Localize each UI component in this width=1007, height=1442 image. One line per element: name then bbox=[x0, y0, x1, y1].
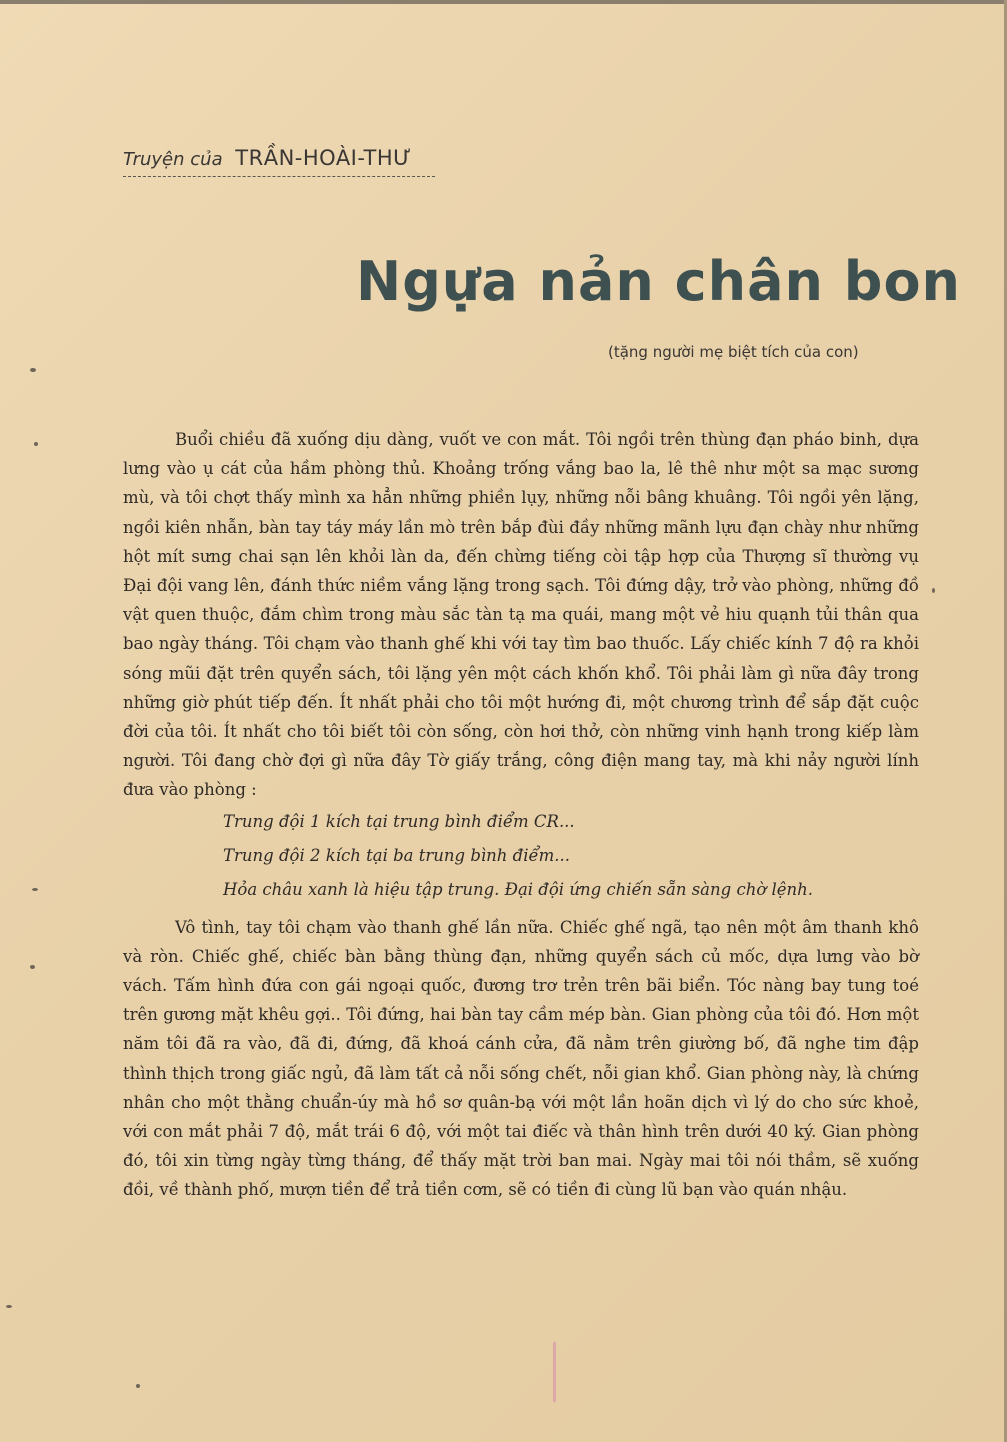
story-body bbox=[123, 425, 919, 1205]
print-speck bbox=[30, 368, 36, 372]
print-speck bbox=[932, 588, 935, 593]
paragraph-1: Buổi chiều đã xuống dịu dàng, vuốt ve con mắt. Tôi ngồi trên thùng đạn pháo binh, dựa lưng vào ụ cát của hầm phòng thủ. Khoảng trống vắng bao la, lê thê như một sa mạc sương mù, và tôi chợt thấy mình xa hẳn những phiền lụy, những nỗi bâng khuâng. Tôi ngồi yên lặng, ngồi kiên nhẫn, bàn tay táy máy lần mò trên bắp đùi đầy những mãnh lựu đạn chày như những hột mít sưng chai sạn lên khỏi làn da, đến chừng tiếng còi tập hợp của Thượng sĩ thường vụ Đại đội vang lên, đánh thức niềm vắng lặng trong sạch. Tôi đứng dậy, trở vào phòng, những đồ vật quen thuộc, đắm chìm trong màu sắc tàn tạ ma quái, mang một vẻ hiu quạnh tủi thân qua bao ngày tháng. Tôi chạm vào thanh ghế khi với tay tìm bao thuốc. Lấy chiếc kính 7 độ ra khỏi sóng mũi đặt trên quyển sách, tôi lặng yên một cách khốn khổ. Tôi phải làm gì nữa đây trong những giờ phút tiếp đến. Ít nhất phải cho tôi một hướng đi, một chương trình để sắp đặt cuộc đời của tôi. Ít nhất cho tôi biết tôi còn sống, còn hơi thở, còn những vinh hạnh trong kiếp làm người. Tôi đang chờ đợi gì nữa đây Tờ giấy trắng, công điện mang tay, mà khi nảy người lính đưa vào phòng : bbox=[123, 430, 919, 800]
byline-prefix: Truyện của bbox=[123, 149, 223, 170]
print-speck bbox=[34, 442, 38, 446]
page-top-edge bbox=[0, 0, 1007, 4]
byline-author: TRẦN-HOÀI-THƯ bbox=[235, 146, 412, 170]
print-speck bbox=[136, 1384, 140, 1388]
quote-line-3: Hỏa châu xanh là hiệu tập trung. Đại đội ứng chiến sẵn sàng chờ lệnh. bbox=[223, 879, 814, 899]
quote-line-2: Trung đội 2 kích tại ba trung bình điểm... bbox=[223, 845, 571, 865]
pink-ink-stroke bbox=[553, 1342, 556, 1402]
byline bbox=[123, 146, 435, 177]
story-title: Ngựa nản chân bon bbox=[356, 250, 961, 313]
print-speck bbox=[30, 965, 35, 969]
paragraph-2: Vô tình, tay tôi chạm vào thanh ghế lần nữa. Chiếc ghế ngã, tạo nên một âm thanh khô và ròn. Chiếc ghế, chiếc bàn bằng thùng đạn, những quyển sách củ mốc, dựa lưng vào bờ vách. Tấm hình đứa con gái ngoại quốc, đương trơ trẻn trên bãi biển. Tóc nàng bay tung toé trên gương mặt khêu gợi.. Tôi đứng, hai bàn tay cầm mép bàn. Gian phòng của tôi đó. Hơn một năm tôi đã ra vào, đã đi, đứng, đã khoá cánh cửa, đã nằm trên giường bố, đã nghe tim đập thình thịch trong giấc ngủ, đã làm tất cả nỗi sống chết, nỗi gian khổ. Gian phòng này, là chứng nhân cho một thằng chuẩn-úy mà hồ sơ quân-bạ với một lần hoãn dịch vì lý do cho sức khoẻ, với con mắt phải 7 độ, mắt trái 6 độ, với một tai điếc và thân hình trên dưới 40 ký. Gian phòng đó, tôi xin từng ngày từng tháng, để thấy mặt trời ban mai. Ngày mai tôi nói thầm, sẽ xuống đồi, về thành phố, mượn tiền để trả tiền cơm, sẽ có tiền đi cùng lũ bạn vào quán nhậu. bbox=[123, 917, 919, 1200]
dedication: (tặng người mẹ biệt tích của con) bbox=[608, 343, 859, 361]
print-speck bbox=[32, 888, 38, 891]
print-speck bbox=[6, 1305, 12, 1308]
telegram-quotes bbox=[223, 805, 919, 907]
quote-line-1: Trung đội 1 kích tại trung bình điểm CR... bbox=[223, 811, 575, 831]
